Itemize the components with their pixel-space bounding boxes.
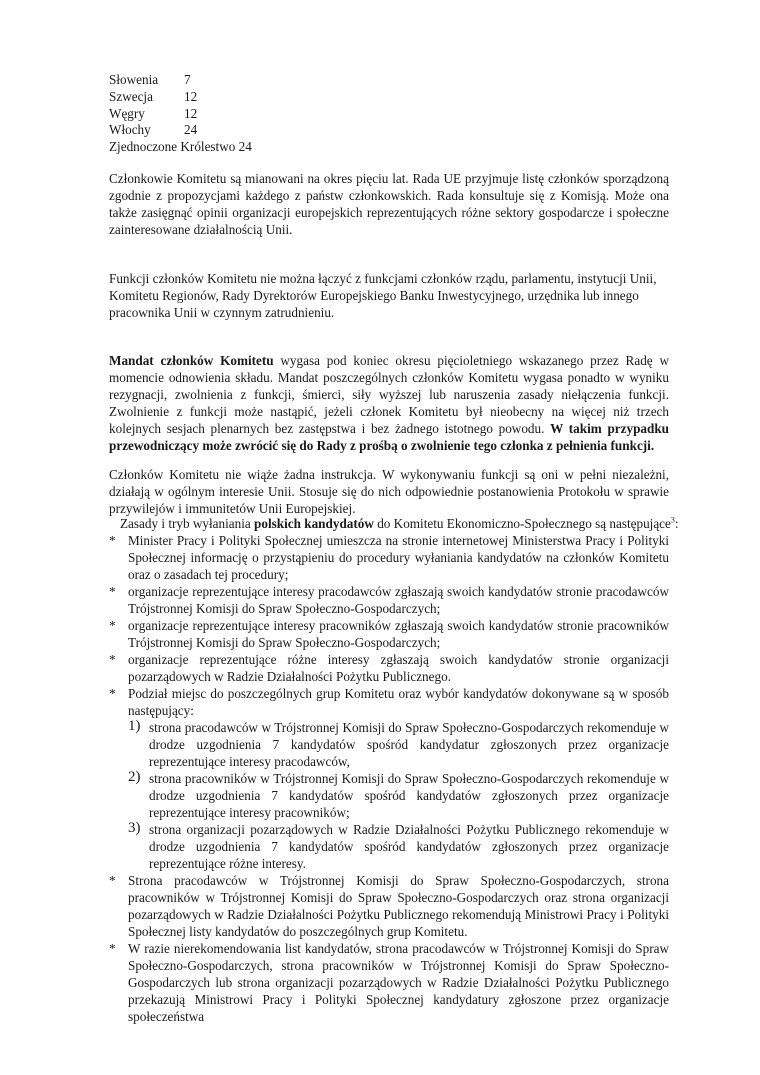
paragraph-mandate bbox=[109, 352, 669, 454]
footnote-ref: 3 bbox=[670, 515, 675, 525]
paragraph-independence bbox=[109, 466, 669, 517]
numbered-item bbox=[128, 821, 669, 872]
country-seat-list bbox=[109, 71, 252, 155]
country-row bbox=[109, 138, 252, 155]
paragraph-text: wygasa pod koniec okresu pięcioletniego wskazanego przez Radę w momencie odnowienia składu. Mandat poszczególnych członków Komitetu wygasa ponadto w wyniku rezygnacji, zwolnienia z funkcji, śmierci, siły wyższej lub naruszenia zasady niełączenia funkcji. Zwolnienie z funkcji może nastąpić, jeżeli członek Komitetu był nieobecny na więcej niż trzech kolejnych sesjach plenarnych bez zastępstwa i bez żadnego istotnego powodu. bbox=[109, 353, 669, 436]
item-number: 1) bbox=[128, 718, 141, 734]
numbered-item-text: strona organizacji pozarządowych w Radzie Działalności Pożytku Publicznego rekomenduje w drodze uzgodnienia 7 kandydatów spośród kandydatów zgłoszonych przez organizacje reprezentujące różne interesy. bbox=[149, 822, 669, 871]
list-item-text: Podział miejsc do poszczególnych grup Komitetu oraz wybór kandydatów dokonywane są w sposób następujący: bbox=[128, 686, 669, 718]
numbered-item-text: strona pracowników w Trójstronnej Komisji do Spraw Społeczno-Gospodarczych rekomenduje w drodze uzgodnienia 7 kandydatów spośród kandydatów zgłoszonych przez organizacje reprezentujące interesy pracowników; bbox=[149, 771, 669, 820]
intro-bold: polskich kandydatów bbox=[254, 516, 374, 531]
paragraph-text: Członkowie Komitetu są mianowani na okres pięciu lat. Rada UE przyjmuje listę członków sporządzoną zgodnie z propozycjami każdego z państw członkowskich. Rada konsultuje się z Komisją. Może ona także zasięgnąć opinii organizacji europejskich reprezentujących różne sektory gospodarcze i społeczne zainteresowane działalnością Unii. bbox=[109, 171, 669, 237]
list-item-text: organizacje reprezentujące różne interesy zgłaszają swoich kandydatów stronie organizacji pozarządowych w Radzie Działalności Pożytku Publicznego. bbox=[128, 652, 669, 684]
seat-count: 7 bbox=[184, 72, 191, 87]
country-row bbox=[109, 105, 252, 122]
numbered-item bbox=[128, 719, 669, 770]
intro-text: : bbox=[674, 516, 679, 531]
list-item bbox=[109, 685, 669, 872]
country-name: Szwecja bbox=[109, 88, 153, 104]
bullet-marker: * bbox=[109, 618, 116, 633]
country-row bbox=[109, 121, 252, 138]
country-name: Zjednoczone Królestwo bbox=[109, 139, 236, 155]
mandate-emphasis: W takim przypadku przewodniczący może zwrócić się do Rady z prośbą o zwolnienie tego członka z pełnienia funkcji. bbox=[109, 421, 670, 453]
list-item bbox=[109, 651, 669, 685]
numbered-list bbox=[128, 719, 669, 872]
item-number: 2) bbox=[128, 769, 141, 785]
bullet-marker: * bbox=[109, 652, 116, 667]
list-item-text: W razie nierekomendowania list kandydatów, strona pracodawców w Trójstronnej Komisji do Spraw Społeczno-Gospodarczych, strona pracowników w Trójstronnej Komisji do Spraw Społeczno-Gospodarczych lub strona organizacji pozarządowych w Radzie Działalności Pożytku Publicznego przekazują Ministrowi Pracy i Polityki Społecznej kandydatury zgłoszone przez organizacje społeczeństwa bbox=[128, 941, 669, 1024]
country-row bbox=[109, 71, 252, 88]
list-item bbox=[109, 617, 669, 651]
procedure-list bbox=[109, 532, 669, 1025]
list-item bbox=[109, 872, 669, 940]
paragraph-text: Funkcji członków Komitetu nie można łączyć z funkcjami członków rządu, parlamentu, instytucji Unii, Komitetu Regionów, Rady Dyrektorów Europejskiego Banku Inwestycyjnego, urzędnika lub innego pracownika Unii w czynnym zatrudnieniu. bbox=[109, 271, 657, 320]
list-item bbox=[109, 583, 669, 617]
country-name: Słowenia bbox=[109, 72, 159, 87]
list-item-text: Minister Pracy i Polityki Społecznej umieszcza na stronie internetowej Ministerstwa Pracy i Polityki Społecznej informację o przystąpieniu do procedury wyłaniania kandydatów na członków Komitetu oraz o zasadach tej procedury; bbox=[128, 533, 669, 582]
item-number: 3) bbox=[128, 820, 141, 836]
country-row bbox=[109, 88, 252, 105]
paragraph-text: Członków Komitetu nie wiąże żadna instrukcja. W wykonywaniu funkcji są oni w pełni niezależni, działają w ogólnym interesie Unii. Stosuje się do nich odpowiednie postanowienia Protokołu w sprawie przywilejów i immunitetów Unii Europejskiej. bbox=[109, 467, 669, 516]
numbered-item bbox=[128, 770, 669, 821]
list-item-text: organizacje reprezentujące interesy pracowników zgłaszają swoich kandydatów stronie pracowników Trójstronnej Komisji do Spraw Społeczno-Gospodarczych; bbox=[128, 618, 669, 650]
mandate-heading: Mandat członków Komitetu bbox=[109, 353, 274, 368]
list-item-text: Strona pracodawców w Trójstronnej Komisji do Spraw Społeczno-Gospodarczych, strona pracowników w Trójstronnej Komisji do Spraw Społeczno-Gospodarczych oraz strona organizacji pozarządowych w Radzie Działalności Pożytku Publicznego rekomendują Ministrowi Pracy i Polityki Społecznej listy kandydatów do poszczególnych grup Komitetu. bbox=[128, 873, 669, 939]
intro-text: Zasady i tryb wyłaniania bbox=[120, 516, 255, 531]
list-item-text: organizacje reprezentujące interesy pracodawców zgłaszają swoich kandydatów stronie pracodawców Trójstronnej Komisji do Spraw Społeczno-Gospodarczych; bbox=[128, 584, 669, 616]
bullet-marker: * bbox=[109, 941, 116, 956]
list-item bbox=[109, 532, 669, 583]
paragraph-appointment bbox=[109, 170, 669, 238]
seat-count: 24 bbox=[184, 122, 198, 138]
intro-text: do Komitetu Ekonomiczno-Społecznego są następujące bbox=[373, 516, 671, 531]
bullet-marker: * bbox=[109, 873, 116, 888]
bullet-marker: * bbox=[109, 533, 116, 548]
numbered-item-text: strona pracodawców w Trójstronnej Komisji do Spraw Społeczno-Gospodarczych rekomenduje w drodze uzgodnienia 7 kandydatów spośród kandydatur zgłoszonych przez organizacje reprezentujące interesy pracodawców, bbox=[149, 720, 669, 769]
bullet-marker: * bbox=[109, 686, 116, 701]
list-item bbox=[109, 940, 669, 1025]
paragraph-incompatibility bbox=[109, 270, 669, 321]
country-name: Węgry bbox=[109, 105, 145, 121]
candidates-intro bbox=[120, 515, 680, 532]
country-name: Włochy bbox=[109, 122, 151, 138]
seat-count: 12 bbox=[184, 105, 198, 121]
seat-count: 24 bbox=[238, 139, 252, 155]
bullet-marker: * bbox=[109, 584, 116, 599]
seat-count: 12 bbox=[184, 88, 198, 104]
